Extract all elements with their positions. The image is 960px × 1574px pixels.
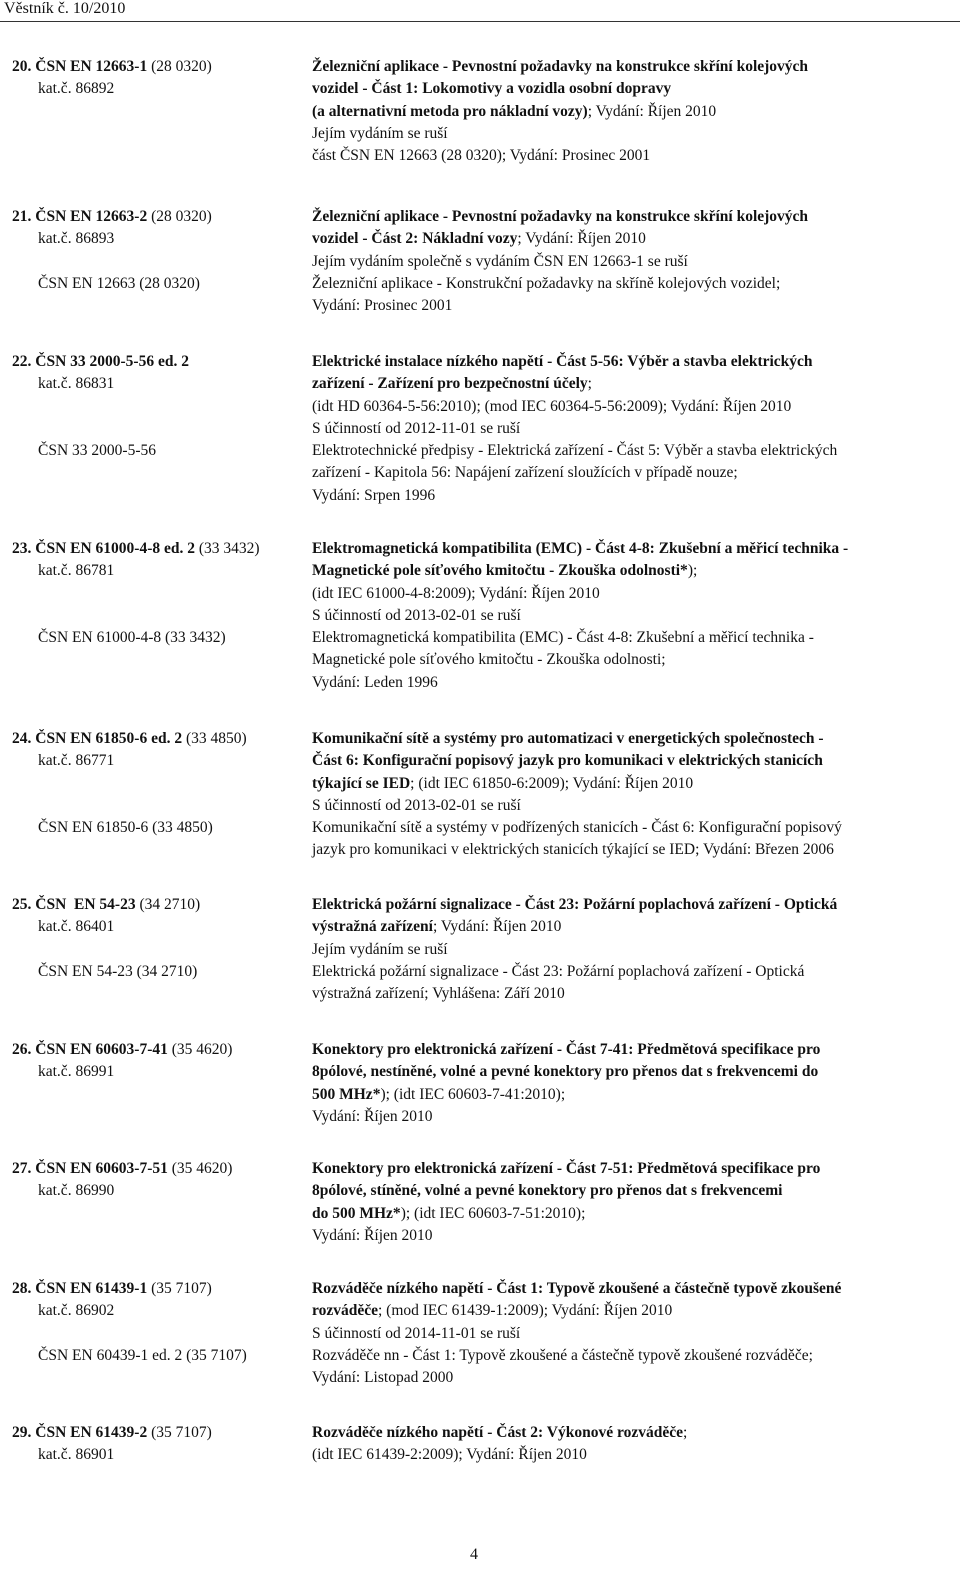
catalog-number: kat.č. 86831 [38,375,115,393]
entry-number: 22. [12,353,32,370]
entry-number: 21. [12,208,32,225]
entry-description: Konektory pro elektronická zařízení - Část 7-51: Předmětová specifikace pro 8pólové, stíněné, volné a pevné konektory pro přenos dat s frekvencemi do 500 MHz*); (idt IEC 60603-7-51:2010); Vydání: Říjen 2010 [312,1160,821,1244]
entry-number: 26. [12,1041,32,1058]
entry-description: Elektromagnetická kompatibilita (EMC) - Část 4-8: Zkušební a měřicí technika - Magnetické pole síťového kmitočtu - Zkouška odolnosti*); (idt IEC 61000-4-8:2009); Vydání: Říjen 2010 S účinností od 2013-02-01 se ruší Elektromagnetická kompatibilita (EMC) - Část 4-8: Zkušební a měřicí technika - Magnetické pole síťového kmitočtu - Zkouška odolnosti; Vydání: Leden 1996 [312,540,849,691]
entry-description: Komunikační sítě a systémy pro automatizaci v energetických společnostech - Část 6: Konfigurační popisový jazyk pro komunikaci v elektrických stanicích týkající se IED; (idt IEC 61850-6:2009); Vydání: Říjen 2010 S účinností od 2013-02-01 se ruší Komunikační sítě a systémy v podřízených stanicích - Část 6: Konfigurační popisový jazyk pro komunikaci v elektrických stanicích týkající se IED; Vydání: Březen 2006 [312,730,842,859]
page-number: 4 [470,1546,478,1563]
entry-number: 24. [12,730,32,747]
catalog-number: kat.č. 86892 [38,80,115,98]
catalog-number: kat.č. 86893 [38,230,115,248]
replaced-standard: ČSN EN 60439-1 ed. 2 (35 7107) [38,1346,247,1364]
entry-number: 23. [12,540,32,557]
standard-code: ČSN EN 61000-4-8 ed. 2 [35,540,195,557]
header-title: Věstník č. 10/2010 [4,0,126,17]
entry-description: Rozváděče nízkého napětí - Část 2: Výkonové rozváděče; (idt IEC 61439-2:2009); Vydání: Říjen 2010 [312,1424,688,1464]
replaced-standard: ČSN 33 2000-5-56 [38,442,156,460]
standard-code: ČSN EN 61439-1 [35,1280,148,1297]
standard-code: ČSN EN 54-23 [35,896,136,913]
entry-number: 20. [12,58,32,75]
header-divider [0,21,960,22]
catalog-number: kat.č. 86781 [38,562,115,580]
entry-description: Rozváděče nízkého napětí - Část 1: Typově zkoušené a částečně typově zkoušené rozváděče; (mod IEC 61439-1:2009); Vydání: Říjen 2010 S účinností od 2014-11-01 se ruší Rozváděče nn - Část 1: Typově zkoušené a částečně typově zkoušené rozváděče; Vydání: Listopad 2000 [312,1280,842,1387]
entry-number: 25. [12,896,32,913]
standard-code: ČSN EN 61439-2 [35,1424,148,1441]
replaced-standard: ČSN EN 12663 (28 0320) [38,274,200,292]
entry-description: Elektrické instalace nízkého napětí - Část 5-56: Výběr a stavba elektrických zařízení - Zařízení pro bezpečnostní účely; (idt HD 60364-5-56:2010); (mod IEC 60364-5-56:2009); Vydání: Říjen 2010 S účinností od 2012-11-01 se ruší Elektrotechnické předpisy - Elektrická zařízení - Část 5: Výběr a stavba elektrických zařízení - Kapitola 56: Napájení zařízení sloužících v případě nouze; Vydání: Srpen 1996 [312,353,838,504]
entry-number: 28. [12,1280,32,1297]
entry-description: Železniční aplikace - Pevnostní požadavky na konstrukce skříní kolejových vozidel - Část 2: Nákladní vozy; Vydání: Říjen 2010 Jejím vydáním společně s vydáním ČSN EN 12663-1 se ruší Železniční aplikace - Konstrukční požadavky na skříně kolejových vozidel; Vydání: Prosinec 2001 [312,208,809,315]
catalog-number: kat.č. 86990 [38,1182,115,1200]
catalog-number: kat.č. 86901 [38,1446,115,1464]
standard-code: ČSN EN 12663-1 [35,58,148,75]
catalog-number: kat.č. 86771 [38,752,115,770]
replaced-standard: ČSN EN 54-23 (34 2710) [38,962,198,980]
standard-code: ČSN EN 60603-7-51 [35,1160,168,1177]
catalog-number: kat.č. 86401 [38,918,115,936]
entry-description: Konektory pro elektronická zařízení - Část 7-41: Předmětová specifikace pro 8pólové, nestíněné, volné a pevné konektory pro přenos dat s frekvencemi do 500 MHz*); (idt IEC 60603-7-41:2010); Vydání: Říjen 2010 [312,1041,821,1125]
standard-code: ČSN EN 61850-6 ed. 2 [35,730,183,747]
catalog-number: kat.č. 86902 [38,1302,115,1320]
standard-code: ČSN EN 60603-7-41 [35,1041,168,1058]
standard-code: ČSN 33 2000-5-56 ed. 2 [35,353,189,370]
entry-description: Železniční aplikace - Pevnostní požadavky na konstrukce skříní kolejových vozidel - Část 1: Lokomotivy a vozidla osobní dopravy (a alternativní metoda pro nákladní vozy); Vydání: Říjen 2010 Jejím vydáním se ruší část ČSN EN 12663 (28 0320); Vydání: Prosinec 2001 [312,58,809,165]
replaced-standard: ČSN EN 61000-4-8 (33 3432) [38,629,226,647]
replaced-standard: ČSN EN 61850-6 (33 4850) [38,819,213,837]
entry-number: 29. [12,1424,32,1441]
standard-code: ČSN EN 12663-2 [35,208,148,225]
entry-description: Elektrická požární signalizace - Část 23: Požární poplachová zařízení - Optická výstražná zařízení; Vydání: Říjen 2010 Jejím vydáním se ruší Elektrická požární signalizace - Část 23: Požární poplachová zařízení - Optická výstražná zařízení; Vyhlášena: Září 2010 [312,896,838,1003]
entry-number: 27. [12,1160,32,1177]
standard-class: (28 0320) [147,58,212,75]
catalog-number: kat.č. 86991 [38,1063,115,1081]
